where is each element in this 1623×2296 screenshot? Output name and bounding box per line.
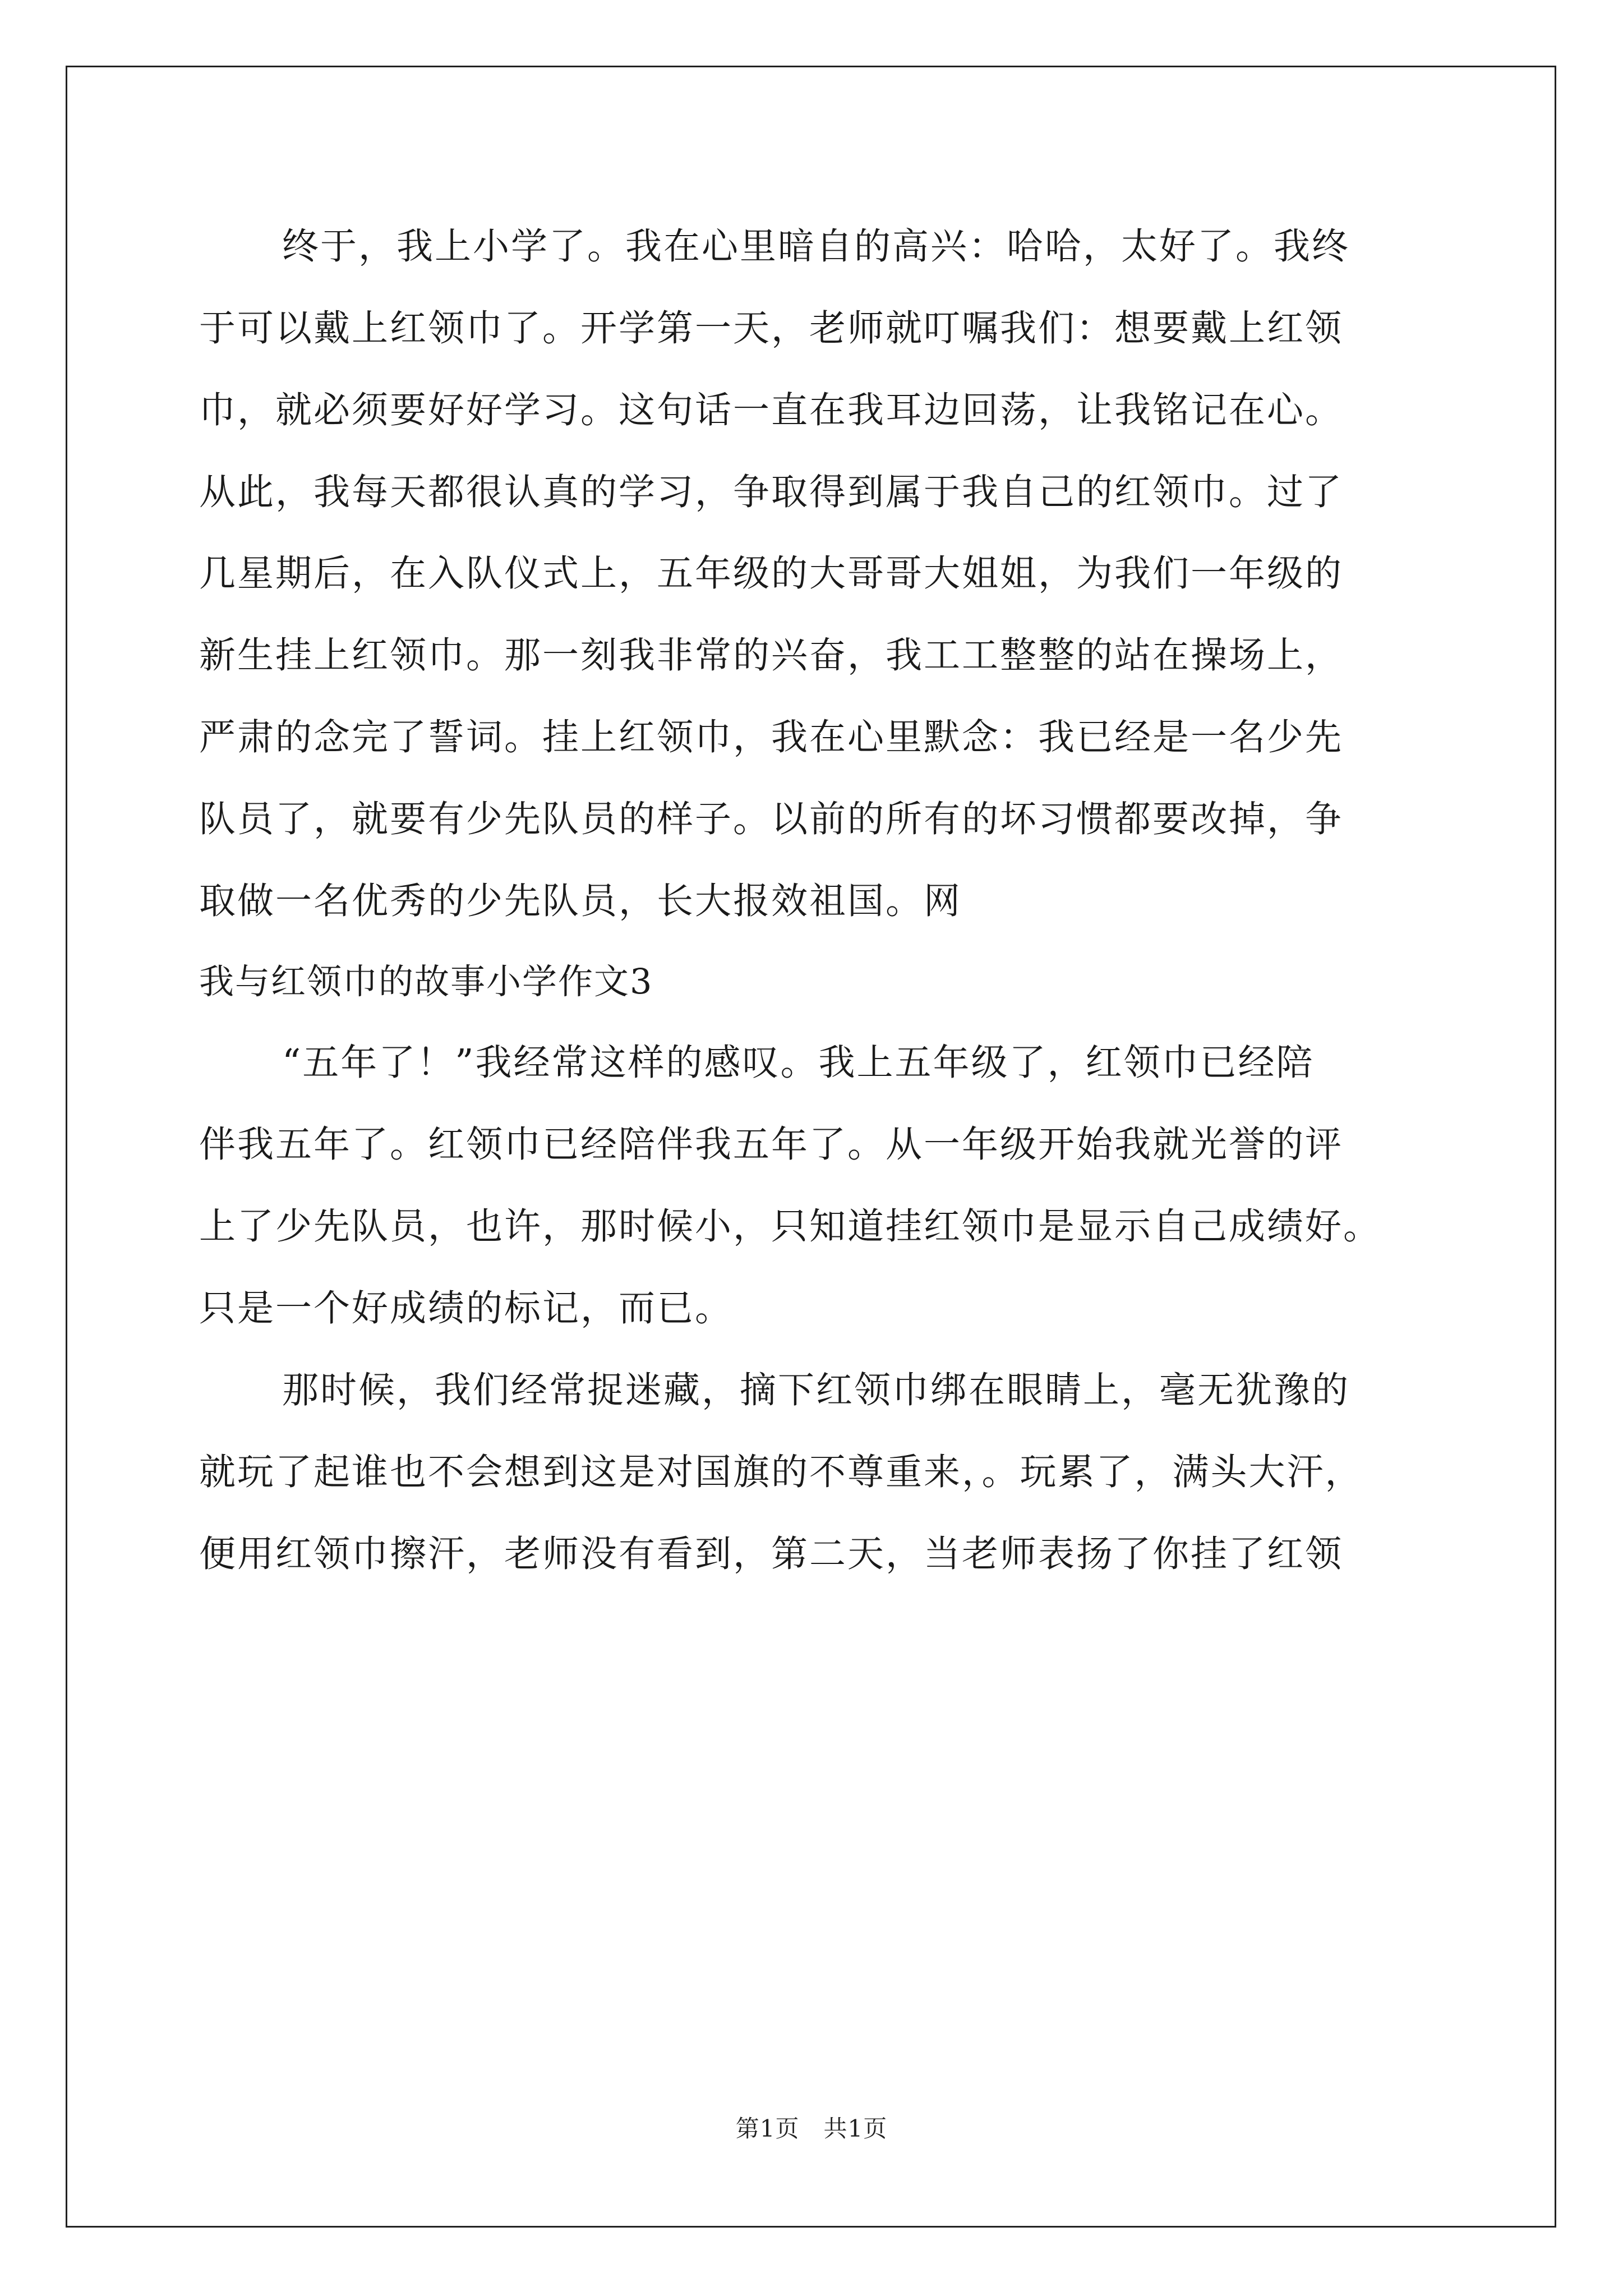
paragraph-line: 取做一名优秀的少先队员，长大报效祖国。网 (199, 880, 962, 922)
page-number-footer: 第1页 共1页 (735, 2115, 888, 2142)
paragraph-line: 伴我五年了。红领巾已经陪伴我五年了。从一年级开始我就光誉的评 (199, 1124, 1344, 1166)
paragraph-line: “五年了！”我经常这样的感叹。我上五年级了，红领巾已经陪 (282, 1042, 1315, 1084)
paragraph-line: 上了少先队员，也许，那时候小，只知道挂红领巾是显示自己成绩好。 (199, 1205, 1382, 1248)
paragraph-line: 那时候，我们经常捉迷藏，摘下红领巾绑在眼睛上，毫无犹豫的 (282, 1369, 1350, 1411)
paragraph-line: 队员了，就要有少先队员的样子。以前的所有的坏习惯都要改掉，争 (199, 798, 1344, 840)
paragraph-line: 巾，就必须要好好学习。这句话一直在我耳边回荡，让我铭记在心。 (199, 389, 1344, 431)
paragraph-line: 只是一个好成绩的标记，而已。 (199, 1287, 734, 1329)
section-heading: 我与红领巾的故事小学作文3 (199, 961, 653, 1002)
paragraph-line: 就玩了起谁也不会想到这是对国旗的不尊重来，。玩累了，满头大汗， (199, 1451, 1363, 1493)
paragraph-line: 于可以戴上红领巾了。开学第一天，老师就叮嘱我们：想要戴上红领 (199, 307, 1344, 349)
paragraph-line: 严肃的念完了誓词。挂上红领巾，我在心里默念：我已经是一名少先 (199, 716, 1344, 758)
paragraph-line: 终于，我上小学了。我在心里暗自的高兴：哈哈，太好了。我终 (282, 226, 1350, 268)
paragraph-line: 新生挂上红领巾。那一刻我非常的兴奋，我工工整整的站在操场上， (199, 634, 1344, 677)
paragraph-line: 便用红领巾擦汗，老师没有看到，第二天，当老师表扬了你挂了红领 (199, 1533, 1344, 1575)
paragraph-line: 从此，我每天都很认真的学习，争取得到属于我自己的红领巾。过了 (199, 471, 1344, 513)
paragraph-line: 几星期后，在入队仪式上，五年级的大哥哥大姐姐，为我们一年级的 (199, 553, 1344, 595)
